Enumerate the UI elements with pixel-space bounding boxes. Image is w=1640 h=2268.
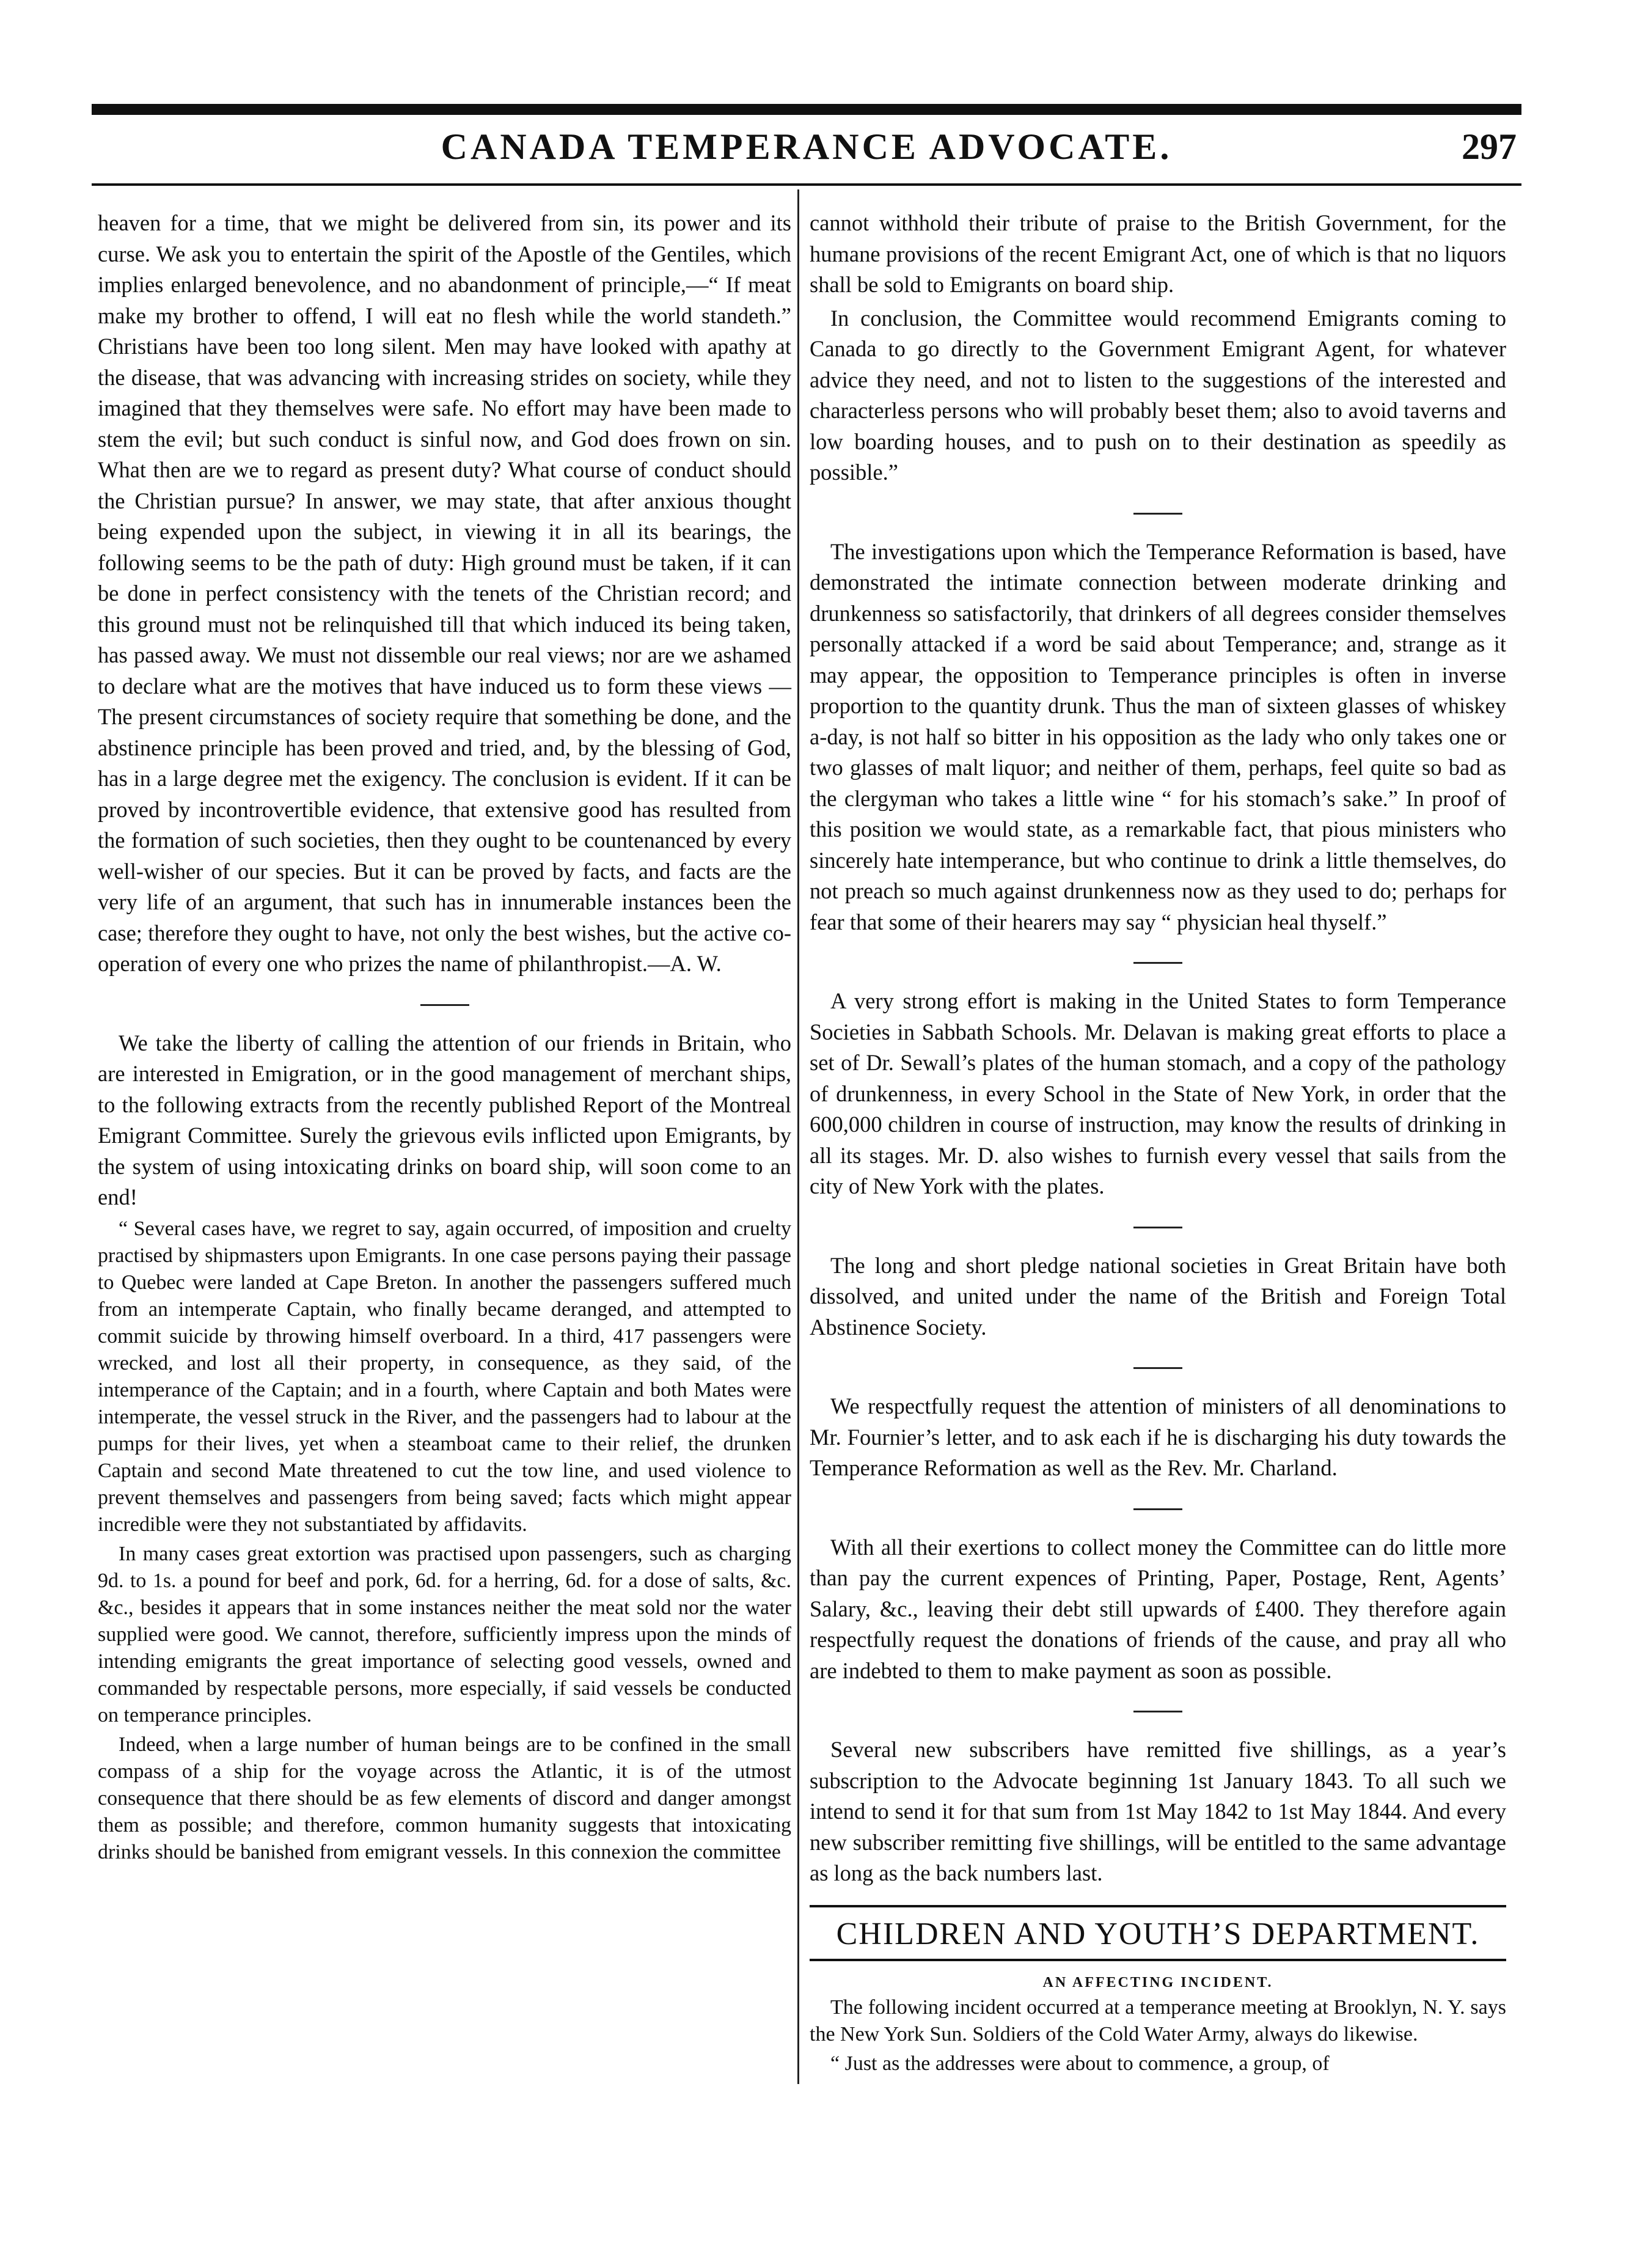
paragraph-incident-start: “ Just as the addresses were about to commence, a group, of [830,2052,1330,2075]
paragraph-sabbath-schools: A very strong effort is making in the United States to form Temperance Societies in Sabbath Schools. Mr. Delavan is making great efforts to place a set of Dr. Sewall’s plates of the human stomach, and a copy of the pathology of drunkenness, in every School in the State of New York, in order that the 600,000 children in course of instruction, may know the results of drinking in all its stages. Mr. D. also wishes to furnish every vessel that sails from the city of New York with the plates. [810,988,1506,1198]
running-title: CANADA TEMPERANCE ADVOCATE. [441,127,1173,167]
incident-heading: AN AFFECTING INCIDENT. [1042,1974,1273,1991]
paragraph-british-government: cannot withhold their tribute of praise to the British Government, for the humane provisions of the recent Emigrant Act, one of which is that no liquors shall be sold to Emigrants on board ship. [810,210,1506,297]
paragraph-temperance-duty: heaven for a time, that we might be delivered from sin, its power and its curse. We ask you to entertain the spirit of the Apostle of the Gentiles, which implies enlarged benevolence, and no abandonment of principle,—“ If meat make my brother to offend, I will eat no flesh while the world standeth.” Christians have been too long silent. Men may have looked with apathy at the disease, that was advancing with increasing strides on society, while they imagined that they themselves were safe. No effort may have been made to stem the evil; but such conduct is sinful now, and God does frown on sin. What then are we to regard as present duty? What course of conduct should the Christian pursue? In answer, we may state, that after anxious thought being expended upon the subject, in viewing it in all its bearings, the following seems to be the path of duty: High ground must be taken, if it can be done in perfect consistency with the tenets of the Christian record; and this ground must not be relinquished till that which induced its being taken, has passed away. We must not dissemble our real views; nor are we ashamed to declare what are the motives that have induced us to form these views — The present circumstances of society require that something be done, and the abstinence principle has been proved and tried, and, by the blessing of God, has in a large degree met the exigency. The conclusion is evident. If it can be proved by incontrovertible evidence, that extensive good has resulted from the formation of such societies, then they ought to be countenanced by every well-wisher of our species. But it can be proved by facts, and facts are the very life of an argument, that such has in innumerable instances been the case; therefore they ought to have, not only the best wishes, but the active co-operation of every one who prizes the name of philanthropist.—A. W. [98,210,791,976]
right-column [810,208,1506,2080]
paragraph-incident-intro: The following incident occurred at a temperance meeting at Brooklyn, N. Y. says the New York Sun. Soldiers of the Cold Water Army, always do likewise. [810,1995,1506,2046]
paragraph-ministers: We respectfully request the attention of ministers of all denominations to Mr. Fournier’s letter, and to ask each if he is discharging his duty towards the Temperance Reformation as well as the Rev. Mr. Charland. [810,1393,1506,1480]
paragraph-emigrant-cases: “ Several cases have, we regret to say, again occurred, of imposition and cruelty practised by shipmasters upon Emigrants. In one case persons paying their passage to Quebec were landed at Cape Breton. In another the passengers suffered much from an intemperate Captain, who finally became deranged, and attempted to commit suicide by throwing himself overboard. In a third, 417 passengers were wrecked, and lost all their property, in consequence, as they said, of the intemperance of the Captain; and in a fourth, where Captain and both Mates were intemperate, the vessel struck in the River, and the passengers had to labour at the pumps for their lives, yet when a steamboat came to their relief, the drunken Captain and second Mate threatened to cut the tow line, and used violence to prevent themselves and passengers from being saved; facts which might appear incredible were they not substantiated by affidavits. [98,1217,791,1536]
section-separator [420,1004,469,1006]
paragraph-extortion: In many cases great extortion was practised upon passengers, such as charging 9d. to 1s. a pound for beef and pork, 6d. for a herring, 6d. for a dose of salts, &c. &c., besides it appears that in some instances neither the meat sold nor the water supplied were good. We cannot, therefore, sufficiently impress upon the minds of intending emigrants the great importance of selecting good vessels, owned and commanded by respectable persons, more especially, if said vessels be conducted on temperance principles. [98,1542,791,1727]
left-column [98,208,791,1868]
section-separator [1133,513,1182,515]
column-divider [797,189,799,2084]
page-number: 297 [1462,127,1517,167]
paragraph-confined-ship: Indeed, when a large number of human beings are to be confined in the small compass of a ship for the voyage across the Atlantic, it is of the utmost consequence that there should be as few elements of discord and danger amongst them as possible; and therefore, common humanity suggests that intoxicating drinks should be banished from emigrant vessels. In this connexion the committee [98,1733,791,1863]
paragraph-subscribers: Several new subscribers have remitted five shillings, as a year’s subscription to the Advocate beginning 1st January 1843. To all such we intend to send it for that sum from 1st May 1842 to 1st May 1844. And every new subscriber remitting five shillings, will be entitled to the same advantage as long as the back numbers last. [810,1737,1506,1885]
paragraph-investigations: The investigations upon which the Temperance Reformation is based, have demonstrated the intimate connection between moderate drinking and drunkenness so satisfactorily, that drinkers of all degrees consider themselves personally attacked if a word be said about Temperance; and, strange as it may appear, the opposition to Temperance principles is often in inverse proportion to the quantity drunk. Thus the man of sixteen glasses of whiskey a-day, is not half so bitter in his opposition as the lady who only takes one or two glasses of malt liquor; and neither of them, perhaps, feel quite so bad as the clergyman who takes a little wine “ for his stomach’s sake.” In proof of this position we would state, as a remarkable fact, that pious ministers who sincerely hate intemperance, but who continue to drink a little themselves, do not preach so much against drunkenness now as they used to do; perhaps for fear that some of their hearers may say “ physician heal thyself.” [810,538,1506,934]
department-title: CHILDREN AND YOUTH’S DEPARTMENT. [810,1905,1506,1961]
paragraph-conclusion: In conclusion, the Committee would recommend Emigrants coming to Canada to go directly to the Government Emigrant Agent, for whatever advice they need, and not to listen to the suggestions of the interested and characterless persons who will probably beset them; also to avoid taverns and low boarding houses, and to push on to their destination as speedily as possible.” [810,305,1506,485]
top-rule [92,104,1521,115]
paragraph-emigration-intro: We take the liberty of calling the attention of our friends in Britain, who are interested in Emigration, or in the good management of merchant ships, to the following extracts from the recently published Report of the Montreal Emigrant Committee. Surely the grievous evils inflicted upon Emigrants, by the system of using intoxicating drinks on board ship, will soon come to an end! [98,1030,791,1209]
section-separator [1133,1227,1182,1228]
header-rule [92,183,1521,186]
section-separator [1133,1508,1182,1510]
section-separator [1133,1367,1182,1369]
paragraph-pledge-societies: The long and short pledge national societies in Great Britain have both dissolved, and united under the name of the British and Foreign Total Abstinence Society. [810,1252,1506,1340]
section-separator [1133,1711,1182,1712]
section-separator [1133,962,1182,964]
paragraph-committee-exertions: With all their exertions to collect money the Committee can do little more than pay the current expences of Printing, Paper, Postage, Rent, Agents’ Salary, &c., leaving their debt still upwards of £400. They therefore again respectfully request the donations of friends of the cause, and pray all who are indebted to them to make payment as soon as possible. [810,1534,1506,1683]
page-header [92,122,1521,183]
